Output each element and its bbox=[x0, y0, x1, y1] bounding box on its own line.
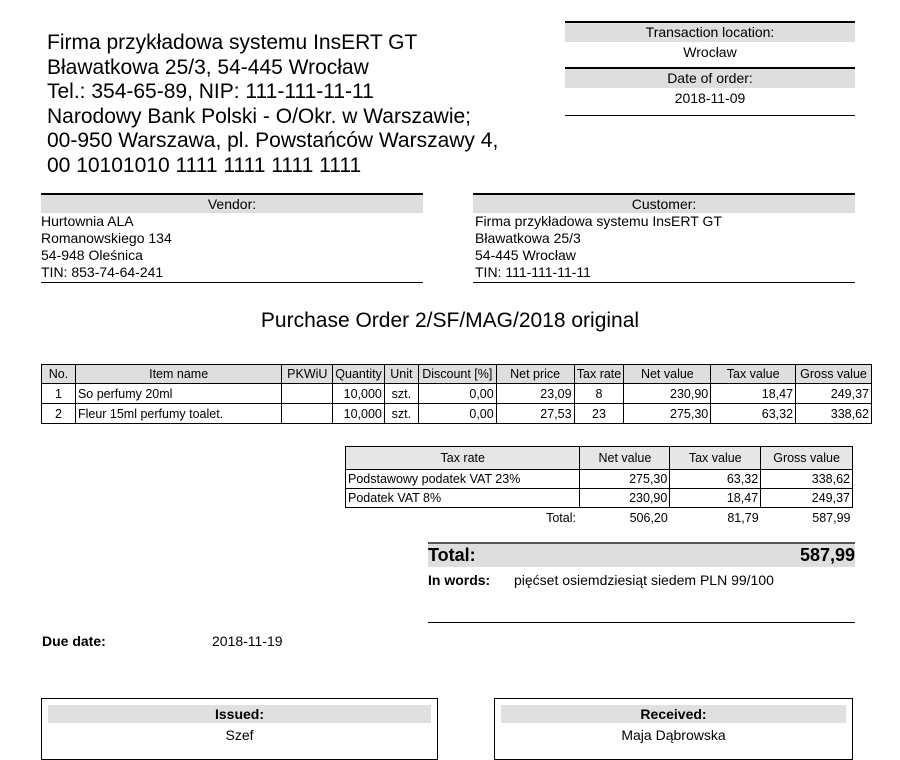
cell-net-value: 275,30 bbox=[580, 470, 670, 489]
company-line: Firma przykładowa systemu InsERT GT bbox=[47, 31, 418, 54]
cell-gross-value: 338,62 bbox=[796, 404, 872, 424]
issued-label: Issued: bbox=[48, 705, 431, 723]
company-line: Narodowy Bank Polski - O/Okr. w Warszawie; bbox=[47, 104, 471, 128]
divider bbox=[41, 282, 423, 283]
vendor-line: Hurtownia ALA bbox=[41, 213, 134, 229]
column-header: Net value bbox=[580, 447, 670, 470]
document-title: Purchase Order 2/SF/MAG/2018 original bbox=[260, 309, 640, 332]
issued-signature-box bbox=[41, 698, 438, 760]
cell-pkwiu bbox=[282, 384, 333, 404]
tax-total-label: Total: bbox=[546, 511, 576, 525]
cell-net-price: 23,09 bbox=[496, 384, 574, 404]
company-line: Tel.: 354-65-89, NIP: 111-111-11-11 bbox=[47, 80, 374, 104]
cell-tax-rate-name: Podstawowy podatek VAT 23% bbox=[346, 470, 580, 489]
table-row bbox=[346, 470, 853, 489]
cell-tax-rate: 8 bbox=[574, 384, 624, 404]
divider bbox=[473, 282, 855, 283]
tax-summary-table bbox=[345, 446, 853, 528]
column-header: Gross value bbox=[761, 447, 853, 470]
column-header: Net value bbox=[624, 365, 711, 384]
company-details bbox=[47, 31, 498, 179]
customer-line: 54-445 Wrocław bbox=[475, 247, 576, 263]
due-date-label: Due date: bbox=[42, 633, 106, 649]
column-header: Item name bbox=[75, 365, 281, 384]
received-name: Maja Dąbrowska bbox=[621, 727, 726, 743]
date-value: 2018-11-09 bbox=[674, 90, 746, 106]
vendor-label: Vendor: bbox=[41, 195, 423, 213]
cell-gross-value: 249,37 bbox=[761, 489, 853, 508]
column-header: Unit bbox=[384, 365, 418, 384]
tax-total-tax: 81,79 bbox=[727, 511, 759, 525]
vendor-block bbox=[41, 193, 423, 283]
transaction-meta bbox=[565, 21, 855, 116]
customer-line: Bławatkowa 25/3 bbox=[475, 230, 581, 246]
cell-quantity: 10,000 bbox=[333, 384, 385, 404]
tax-total-row bbox=[346, 508, 853, 529]
company-line: Bławatkowa 25/3, 54-445 Wrocław bbox=[47, 55, 369, 79]
cell-item-name: So perfumy 20ml bbox=[75, 384, 281, 404]
location-label: Transaction location: bbox=[565, 23, 855, 42]
divider bbox=[428, 622, 855, 623]
cell-tax-value: 63,32 bbox=[711, 404, 796, 424]
cell-unit: szt. bbox=[384, 384, 418, 404]
cell-item-name: Fleur 15ml perfumy toalet. bbox=[75, 404, 281, 424]
column-header: Net price bbox=[496, 365, 574, 384]
table-header-row bbox=[346, 447, 853, 470]
cell-net-price: 27,53 bbox=[496, 404, 574, 424]
items-table bbox=[41, 364, 872, 424]
company-line: 00 10101010 1111 1111 1111 1111 bbox=[47, 153, 362, 177]
column-header: Tax value bbox=[670, 447, 761, 470]
cell-tax-value: 18,47 bbox=[670, 489, 761, 508]
column-header: Quantity bbox=[333, 365, 385, 384]
cell-net-value: 230,90 bbox=[624, 384, 711, 404]
cell-gross-value: 338,62 bbox=[761, 470, 853, 489]
cell-tax-value: 18,47 bbox=[711, 384, 796, 404]
column-header: Tax rate bbox=[574, 365, 624, 384]
customer-line: Firma przykładowa systemu InsERT GT bbox=[475, 213, 722, 229]
in-words-value: pięćset osiemdziesiąt siedem PLN 99/100 bbox=[514, 572, 774, 588]
grand-total-value: 587,99 bbox=[799, 545, 855, 565]
in-words-label: In words: bbox=[428, 572, 491, 588]
customer-label: Customer: bbox=[473, 195, 855, 213]
cell-no: 1 bbox=[42, 384, 76, 404]
received-label: Received: bbox=[501, 705, 846, 723]
cell-tax-rate-name: Podatek VAT 8% bbox=[346, 489, 580, 508]
cell-net-value: 230,90 bbox=[580, 489, 670, 508]
divider bbox=[565, 115, 855, 116]
table-header-row bbox=[42, 365, 872, 384]
vendor-line: Romanowskiego 134 bbox=[41, 230, 172, 246]
grand-total-bar bbox=[428, 542, 855, 567]
tax-total-net: 506,20 bbox=[629, 511, 668, 525]
column-header: Discount [%] bbox=[418, 365, 496, 384]
vendor-line: TIN: 853-74-64-241 bbox=[41, 264, 164, 280]
cell-no: 2 bbox=[42, 404, 76, 424]
issued-name: Szef bbox=[225, 727, 254, 743]
due-date-value: 2018-11-19 bbox=[212, 633, 283, 649]
cell-pkwiu bbox=[282, 404, 333, 424]
table-row bbox=[42, 404, 872, 424]
vendor-line: 54-948 Oleśnica bbox=[41, 247, 143, 263]
grand-total-label: Total: bbox=[428, 545, 476, 565]
column-header: Gross value bbox=[796, 365, 872, 384]
cell-tax-value: 63,32 bbox=[670, 470, 761, 489]
column-header: Tax value bbox=[711, 365, 796, 384]
cell-unit: szt. bbox=[384, 404, 418, 424]
column-header: Tax rate bbox=[346, 447, 580, 470]
column-header: No. bbox=[42, 365, 76, 384]
date-label: Date of order: bbox=[565, 69, 855, 88]
tax-total-gross: 587,99 bbox=[812, 511, 851, 525]
customer-line: TIN: 111-111-11-11 bbox=[475, 264, 591, 280]
cell-gross-value: 249,37 bbox=[796, 384, 872, 404]
company-line: 00-950 Warszawa, pl. Powstańców Warszawy 4, bbox=[47, 129, 499, 153]
table-row bbox=[346, 489, 853, 508]
cell-net-value: 275,30 bbox=[624, 404, 711, 424]
cell-quantity: 10,000 bbox=[333, 404, 385, 424]
table-row bbox=[42, 384, 872, 404]
column-header: PKWiU bbox=[282, 365, 333, 384]
cell-discount: 0,00 bbox=[418, 404, 496, 424]
cell-tax-rate: 23 bbox=[574, 404, 624, 424]
cell-discount: 0,00 bbox=[418, 384, 496, 404]
customer-block bbox=[473, 193, 855, 283]
received-signature-box bbox=[494, 698, 853, 760]
location-value: Wrocław bbox=[683, 44, 737, 60]
